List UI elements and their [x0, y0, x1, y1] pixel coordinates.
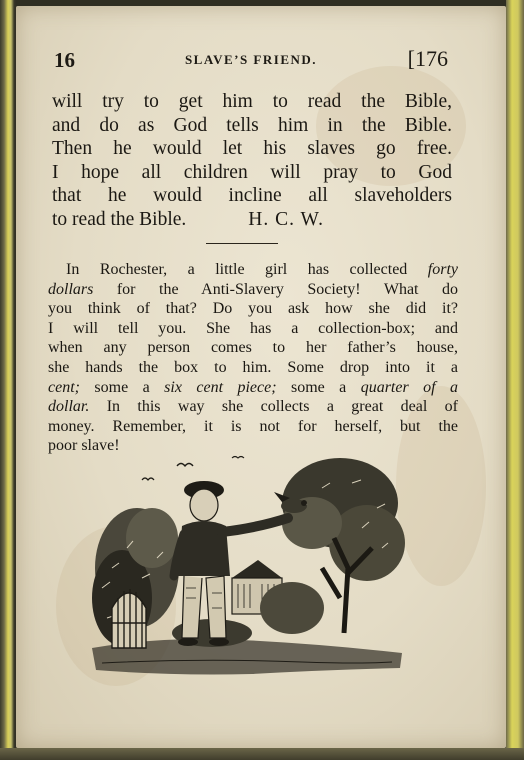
text-run: In this way she collects a great deal of	[89, 398, 458, 416]
paragraph-line: when any person comes to her father’s house,	[48, 339, 458, 357]
text-run: some a	[276, 378, 361, 396]
shrub	[260, 582, 324, 634]
paragraph-line: you think of that? Do you ask how she did it?	[48, 300, 458, 318]
paragraph-line: she hands the box to him. Some drop into it a	[48, 358, 458, 376]
poem-text	[52, 90, 452, 231]
paragraph-line	[48, 378, 458, 398]
article-paragraph	[48, 260, 458, 456]
poem-line	[52, 208, 452, 232]
poem-line: Then he would let his slaves go free.	[52, 138, 452, 159]
poem-last-line: to read the Bible.	[52, 208, 187, 230]
italic-text: six cent piece;	[164, 378, 277, 396]
author-initials: H. C. W.	[248, 208, 325, 230]
running-title: SLAVE’S FRIEND.	[184, 52, 318, 67]
woodcut-illustration	[82, 448, 412, 698]
italic-text: cent;	[48, 378, 80, 396]
adjacent-page-edge	[506, 0, 524, 760]
poem-line: that he would incline all slaveholders	[52, 185, 452, 206]
signature-mark: [176	[407, 46, 448, 71]
poem-line: will try to get him to read the Bible,	[52, 91, 452, 112]
poem-line: and do as God tells him in the Bible.	[52, 114, 452, 136]
text-run: some a	[79, 378, 165, 396]
book-bottom-edge	[0, 748, 524, 760]
section-divider	[206, 243, 278, 244]
italic-text: dollar.	[48, 398, 90, 416]
text-run: for the Anti-Slavery Society! What do	[93, 280, 458, 298]
paragraph-line: money. Remember, it is not for herself, but the	[48, 417, 458, 435]
flying-bird	[142, 478, 154, 480]
flying-bird	[232, 457, 244, 459]
paragraph-line: poor slave!	[48, 437, 120, 455]
flying-bird	[177, 464, 193, 467]
page-header	[54, 46, 448, 76]
paragraph-line	[48, 280, 458, 300]
text-run: In Rochester, a little girl has collected	[66, 261, 428, 278]
poem-line: I hope all children will pray to God	[52, 161, 452, 183]
page-number: 16	[54, 48, 75, 72]
italic-text: quarter of a	[360, 378, 459, 396]
paragraph-line	[48, 260, 458, 280]
paragraph-line: I will tell you. She has a collection-box; and	[48, 319, 458, 337]
italic-text: forty	[427, 261, 458, 278]
italic-text: dollars	[48, 280, 94, 298]
paragraph-line	[48, 397, 458, 417]
